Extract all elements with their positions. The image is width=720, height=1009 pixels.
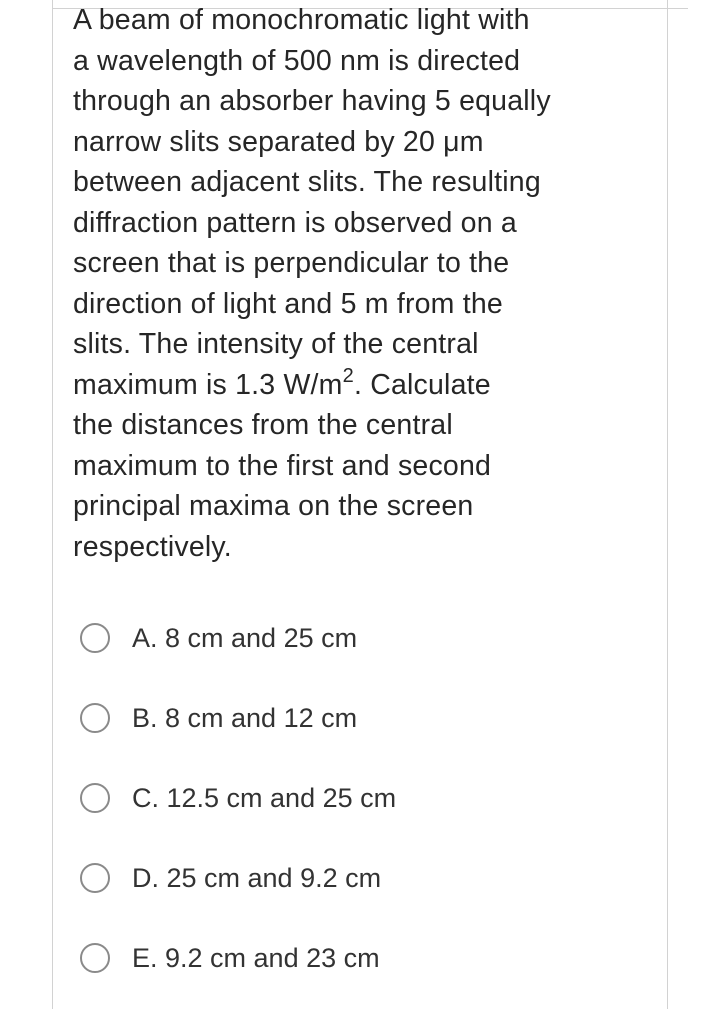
question-line: a wavelength of 500 nm is directed — [73, 44, 521, 77]
question-line: diffraction pattern is observed on a — [73, 206, 517, 239]
question-line: through an absorber having 5 equally — [73, 85, 551, 117]
question-text — [73, 0, 607, 567]
card-left-border — [52, 0, 53, 1009]
question-line: maximum to the first and second — [73, 449, 492, 482]
radio-button-icon[interactable] — [80, 623, 110, 653]
question-text-part: maximum is 1.3 W/m — [73, 368, 343, 401]
option-b[interactable] — [80, 698, 640, 738]
radio-button-icon[interactable] — [80, 863, 110, 893]
question-line — [73, 365, 607, 406]
radio-button-icon[interactable] — [80, 943, 110, 973]
question-line: the distances from the central — [73, 409, 453, 441]
question-line: A beam of monochromatic light with — [73, 4, 530, 36]
question-line: slits. The intensity of the central — [73, 328, 479, 360]
option-label: A. 8 cm and 25 cm — [132, 622, 358, 653]
option-label: D. 25 cm and 9.2 cm — [132, 862, 382, 893]
option-e[interactable] — [80, 938, 640, 978]
radio-button-icon[interactable] — [80, 783, 110, 813]
question-line: between adjacent slits. The resulting — [73, 166, 541, 198]
option-c[interactable] — [80, 778, 640, 818]
question-line: screen that is perpendicular to the — [73, 247, 510, 279]
option-label: B. 8 cm and 12 cm — [132, 702, 358, 733]
question-text-part: . Calculate — [353, 368, 491, 401]
question-line: direction of light and 5 m from the — [73, 287, 503, 320]
card-right-border — [667, 0, 668, 1009]
question-line: principal maxima on the screen — [73, 490, 474, 522]
superscript: 2 — [342, 364, 354, 387]
question-line: narrow slits separated by 20 μm — [73, 125, 484, 158]
option-d[interactable] — [80, 858, 640, 898]
answer-options — [80, 618, 640, 1009]
option-label: E. 9.2 cm and 23 cm — [132, 942, 380, 973]
question-line: respectively. — [73, 530, 232, 563]
radio-button-icon[interactable] — [80, 703, 110, 733]
option-label: C. 12.5 cm and 25 cm — [132, 782, 397, 813]
option-a[interactable] — [80, 618, 640, 658]
